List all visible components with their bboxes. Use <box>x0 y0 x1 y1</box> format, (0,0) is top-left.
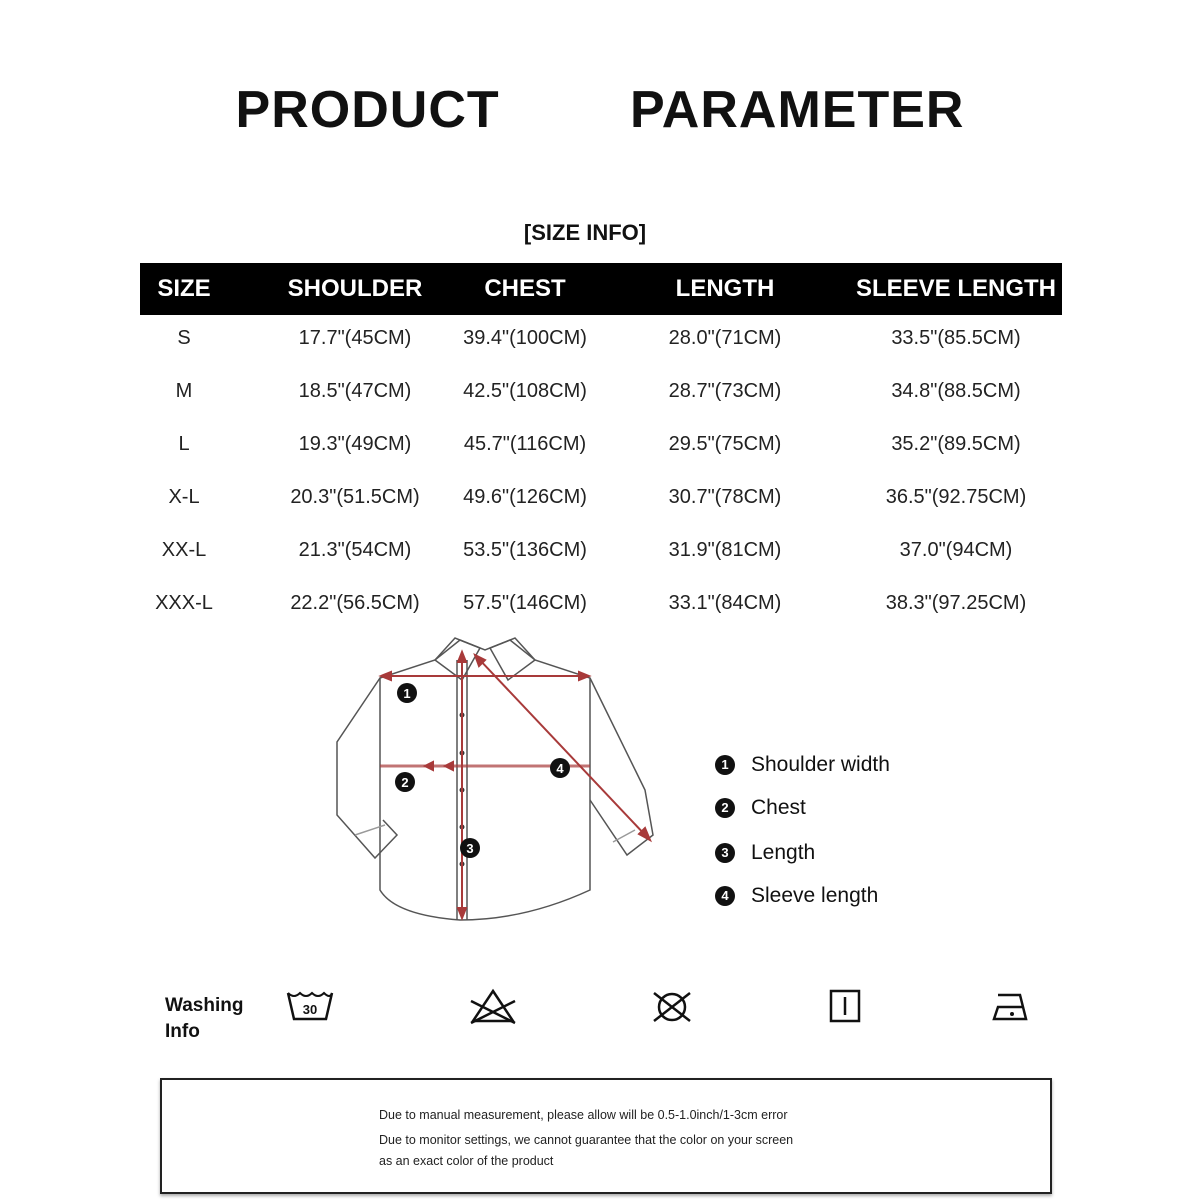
notice-line-3: as an exact color of the product <box>379 1154 554 1168</box>
cell-length: 30.7"(78CM) <box>668 486 782 508</box>
cell-length: 28.0"(71CM) <box>668 327 782 349</box>
notice-line-1: Due to manual measurement, please allow will be 0.5-1.0inch/1-3cm error <box>379 1108 788 1122</box>
cell-size: XXX-L <box>155 592 213 614</box>
column-header-sleeve-length: SLEEVE LENGTH <box>855 275 1057 302</box>
cell-length: 33.1"(84CM) <box>668 592 782 614</box>
do-not-tumble-dry-icon <box>642 985 702 1029</box>
cell-sleeve-length: 34.8"(88.5CM) <box>891 380 1021 402</box>
column-header-length: LENGTH <box>675 275 775 302</box>
marker-2-icon: 2 <box>715 798 735 818</box>
shirt-measurement-diagram <box>325 630 675 930</box>
marker-4-icon: 4 <box>715 886 735 906</box>
cell-shoulder: 18.5"(47CM) <box>298 380 412 402</box>
cell-size: M <box>175 380 193 402</box>
washing-label-line2: Info <box>165 1021 200 1042</box>
cell-size: L <box>178 433 190 455</box>
cell-chest: 57.5"(146CM) <box>463 592 587 614</box>
column-header-shoulder: SHOULDER <box>287 275 423 302</box>
cell-sleeve-length: 35.2"(89.5CM) <box>891 433 1021 455</box>
svg-text:30: 30 <box>302 1002 318 1017</box>
column-header-size: SIZE <box>157 275 211 302</box>
wash-30-icon <box>280 985 340 1029</box>
legend-label: Sleeve length <box>751 884 879 907</box>
cell-shoulder: 20.3"(51.5CM) <box>290 486 420 508</box>
cell-sleeve-length: 36.5"(92.75CM) <box>885 486 1027 508</box>
cell-chest: 49.6"(126CM) <box>463 486 587 508</box>
legend-shoulder-width <box>715 753 890 777</box>
cell-shoulder: 22.2"(56.5CM) <box>290 592 420 614</box>
cell-shoulder: 19.3"(49CM) <box>298 433 412 455</box>
cell-shoulder: 17.7"(45CM) <box>298 327 412 349</box>
cell-chest: 45.7"(116CM) <box>463 433 587 455</box>
cell-chest: 53.5"(136CM) <box>463 539 587 561</box>
svg-text:2: 2 <box>401 775 409 790</box>
cell-chest: 42.5"(108CM) <box>463 380 587 402</box>
legend-sleeve-length <box>715 884 878 908</box>
cell-shoulder: 21.3"(54CM) <box>298 539 412 561</box>
cell-size: XX-L <box>161 539 207 561</box>
svg-text:1: 1 <box>403 686 411 701</box>
svg-text:3: 3 <box>466 841 474 856</box>
cell-sleeve-length: 33.5"(85.5CM) <box>891 327 1021 349</box>
cell-size: S <box>177 327 191 349</box>
size-table-body <box>140 327 1062 627</box>
cell-length: 31.9"(81CM) <box>668 539 782 561</box>
legend-label: Chest <box>751 796 806 819</box>
do-not-bleach-icon <box>463 985 523 1029</box>
size-table-header <box>140 263 1062 315</box>
iron-low-icon <box>982 985 1042 1029</box>
cell-size: X-L <box>168 486 200 508</box>
cell-sleeve-length: 38.3"(97.25CM) <box>885 592 1027 614</box>
washing-label-line1: Washing <box>165 995 244 1016</box>
legend-chest <box>715 796 806 820</box>
notice-line-2: Due to monitor settings, we cannot guarantee that the color on your screen <box>379 1133 794 1147</box>
page-title: PRODUCT PARAMETER <box>235 81 965 139</box>
cell-chest: 39.4"(100CM) <box>463 327 587 349</box>
column-header-chest: CHEST <box>484 275 566 302</box>
legend-label: Shoulder width <box>751 753 890 776</box>
measurement-notice-box <box>160 1078 1052 1194</box>
marker-1-icon: 1 <box>715 755 735 775</box>
drip-dry-icon <box>815 985 875 1029</box>
cell-length: 29.5"(75CM) <box>668 433 782 455</box>
cell-length: 28.7"(73CM) <box>668 380 782 402</box>
cell-sleeve-length: 37.0"(94CM) <box>899 539 1013 561</box>
size-info-heading: [SIZE INFO] <box>523 220 647 245</box>
svg-text:4: 4 <box>556 761 564 776</box>
washing-info-label <box>165 993 243 1045</box>
legend-length <box>715 841 815 865</box>
shirt-icon <box>325 630 675 930</box>
legend-label: Length <box>751 841 816 864</box>
marker-3-icon: 3 <box>715 843 735 863</box>
